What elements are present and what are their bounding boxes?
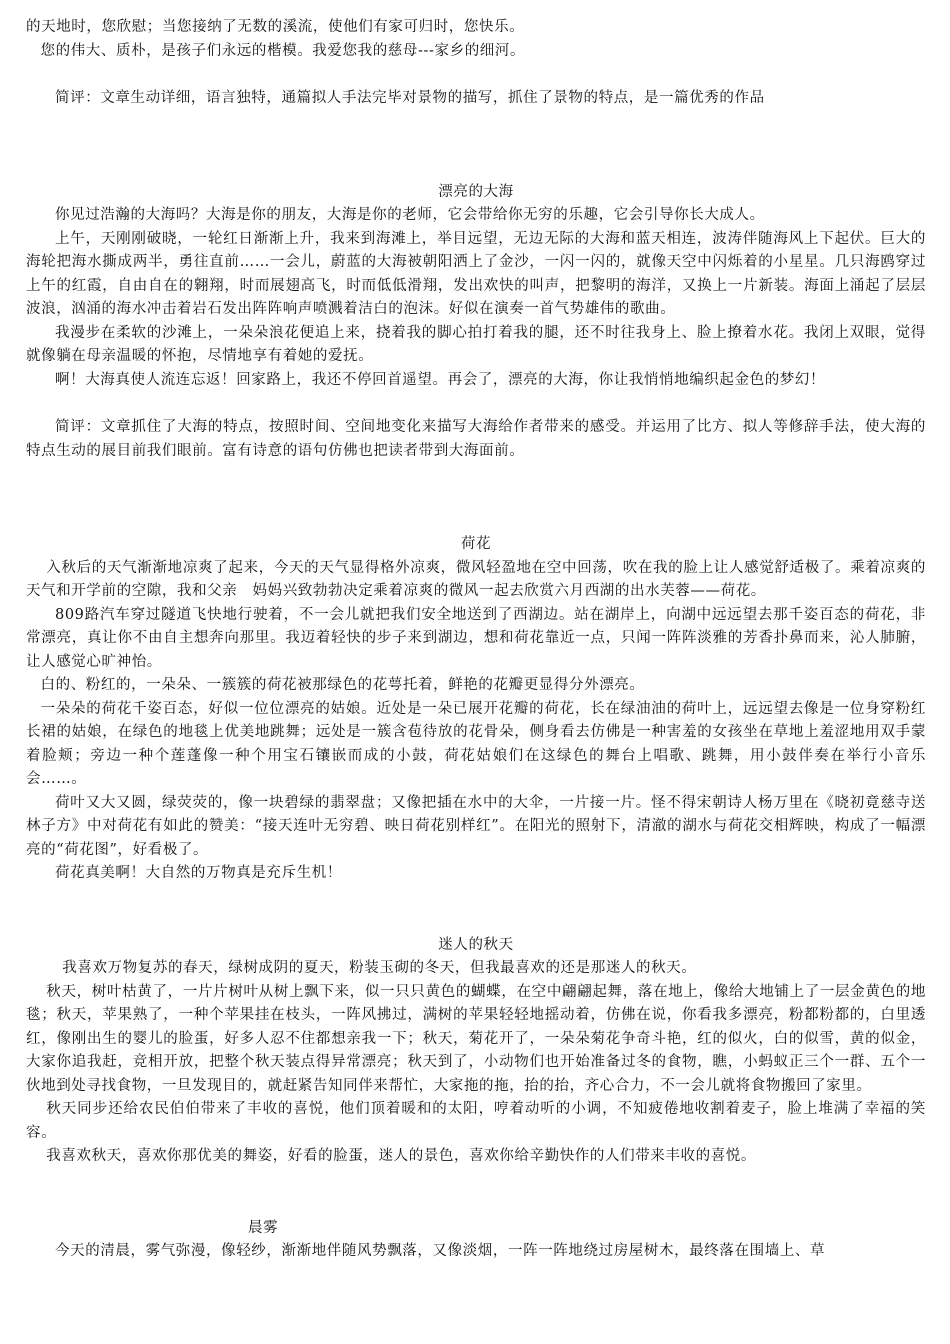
paragraph: 上午，天刚刚破晓，一轮红日渐渐上升，我来到海滩上，举目远望，无边无际的大海和蓝天相连，波涛伴随海风上下起伏。巨大的海轮把海水撕成两半，勇往直前……一会儿，蔚蓝的大海被朝阳洒上了金沙，一闪一闪的，就像天空中闪烁着的小星星。几只海鸥穿过上午的红霞，自由自在的翱翔，时而展翅高飞，时而低低滑翔，发出欢快的叫声，把黎明的海洋，又换上一片新装。海面上涌起了层层波浪，汹涌的海水冲击着岩石发出阵阵响声喷溅着洁白的泡沫。好似在演奏一首气势雄伟的歌曲。	[26, 230, 926, 317]
document-page	[26, 16, 926, 1264]
paragraph: 一朵朵的荷花千姿百态，好似一位位漂亮的姑娘。近处是一朵已展开花瓣的荷花，长在绿油油的荷叶上，远远望去像是一位身穿粉红长裙的姑娘，在绿色的地毯上优美地跳舞；远处是一簇含苞待放的花骨朵，侧身看去仿佛是一种害羞的女孩坐在草地上羞涩地用双手蒙着脸颊；旁边一种个莲蓬像一种个用宝石镶嵌而成的小鼓，荷花姑娘们在这绿色的舞台上唱歌、跳舞，用小鼓伴奏在举行小音乐会……。	[26, 700, 926, 787]
essay-title-mist: 晨雾	[248, 1219, 279, 1236]
paragraph: 我喜欢万物复苏的春天，绿树成阴的夏天，粉装玉砌的冬天，但我最喜欢的还是那迷人的秋天。	[62, 960, 697, 976]
paragraph: 您的伟大、质朴，是孩子们永远的楷模。我爱您我的慈母---家乡的细河。	[40, 42, 526, 59]
paragraph: 今天的清晨，雾气弥漫，像轻纱，渐渐地伴随风势飘落，又像淡烟，一阵一阵地绕过房屋树木，最终落在围墙上、草	[55, 1243, 826, 1259]
essay-title-autumn: 迷人的秋天	[438, 936, 514, 953]
paragraph: 的天地时，您欣慰；当您接纳了无数的溪流，使他们有家可归时，您快乐。	[26, 19, 525, 35]
paragraph: 秋天，树叶枯黄了，一片片树叶从树上飘下来，似一只只黄色的蝴蝶，在空中翩翩起舞，落在地上，像给大地铺上了一层金黄色的地毯；秋天，苹果熟了，一种个苹果挂在枝头，一阵风拂过，满树的苹果轻轻地摇动着，仿佛在说，你看我多漂亮，粉都粉都的，白里透红，像刚出生的婴儿的脸蛋，好多人忍不住都想亲我一下；秋天，菊花开了，一朵朵菊花争奇斗艳，红的似火，白的似雪，黄的似金，大家你追我赶，竞相开放，把整个秋天装点得异常漂亮；秋天到了，小动物们也开始准备过冬的食物，瞧，小蚂蚁正三个一群、五个一伙地到处寻找食物，一旦发现目的，就赶紧告知同伴来帮忙，大家拖的拖，抬的抬，齐心合力，不一会儿就将食物搬回了家里。	[26, 983, 926, 1094]
paragraph: 入秋后的天气渐渐地凉爽了起来，今天的天气显得格外凉爽，微风轻盈地在空中回荡，吹在我的脸上让人感觉舒适极了。乘着凉爽的天气和开学前的空隙，我和父亲 妈妈兴致勃勃决定乘着凉爽的微风一起去欣赏六月西湖的出水芙蓉——荷花。	[26, 559, 926, 599]
review-comment: 简评：文章抓住了大海的特点，按照时间、空间地变化来描写大海给作者带来的感受。并运用了比方、拟人等修辞手法，使大海的特点生动的展目前我们眼前。富有诗意的语句仿佛也把读者带到大海面前。	[26, 419, 926, 459]
paragraph: 秋天同步还给农民伯伯带来了丰收的喜悦，他们顶着暖和的太阳，哼着动听的小调，不知疲倦地收割着麦子，脸上堆满了幸福的笑容。	[26, 1101, 926, 1141]
paragraph: 荷花真美啊！大自然的万物真是充斥生机！	[55, 865, 342, 881]
paragraph: 我喜欢秋天，喜欢你那优美的舞姿，好看的脸蛋，迷人的景色，喜欢你给辛勤快作的人们带来丰收的喜悦。	[46, 1148, 756, 1164]
paragraph: 809路汽车穿过隧道飞快地行驶着，不一会儿就把我们安全地送到了西湖边。站在湖岸上，向湖中远远望去那千姿百态的荷花，非常漂亮，真让你不由自主想奔向那里。我迈着轻快的步子来到湖边，想和荷花靠近一点，只闻一阵阵淡雅的芳香扑鼻而来，沁人肺腑，让人感觉心旷神怡。	[26, 606, 926, 670]
paragraph: 啊！大海真使人流连忘返！回家路上，我还不停回首遥望。再会了，漂亮的大海，你让我悄悄地编织起金色的梦幻！	[55, 371, 826, 388]
paragraph: 荷叶又大又圆，绿荧荧的，像一块碧绿的翡翠盘；又像把插在水中的大伞，一片接一片。怪不得宋朝诗人杨万里在《晓初竟慈寺送林子方》中对荷花有如此的赞美：“接天连叶无穷碧、映日荷花别样红”。在阳光的照射下，清澈的湖水与荷花交相辉映，构成了一幅漂亮的“荷花图”，好看极了。	[26, 794, 926, 858]
paragraph: 我漫步在柔软的沙滩上，一朵朵浪花便追上来，挠着我的脚心拍打着我的腿，还不时往我身上、脸上撩着水花。我闭上双眼，觉得就像躺在母亲温暖的怀抱，尽情地享有着她的爱抚。	[26, 324, 926, 364]
essay-title-sea: 漂亮的大海	[438, 183, 514, 200]
paragraph: 你见过浩瀚的大海吗？大海是你的朋友，大海是你的老师，它会带给你无穷的乐趣，它会引导你长大成人。	[55, 207, 765, 223]
paragraph: 白的、粉红的，一朵朵、一簇簇的荷花被那绿色的花萼托着，鲜艳的花瓣更显得分外漂亮。	[40, 677, 645, 693]
essay-title-lotus: 荷花	[460, 536, 492, 552]
review-comment: 简评：文章生动详细，语言独特，通篇拟人手法完毕对景物的描写，抓住了景物的特点，是一篇优秀的作品	[55, 90, 765, 106]
